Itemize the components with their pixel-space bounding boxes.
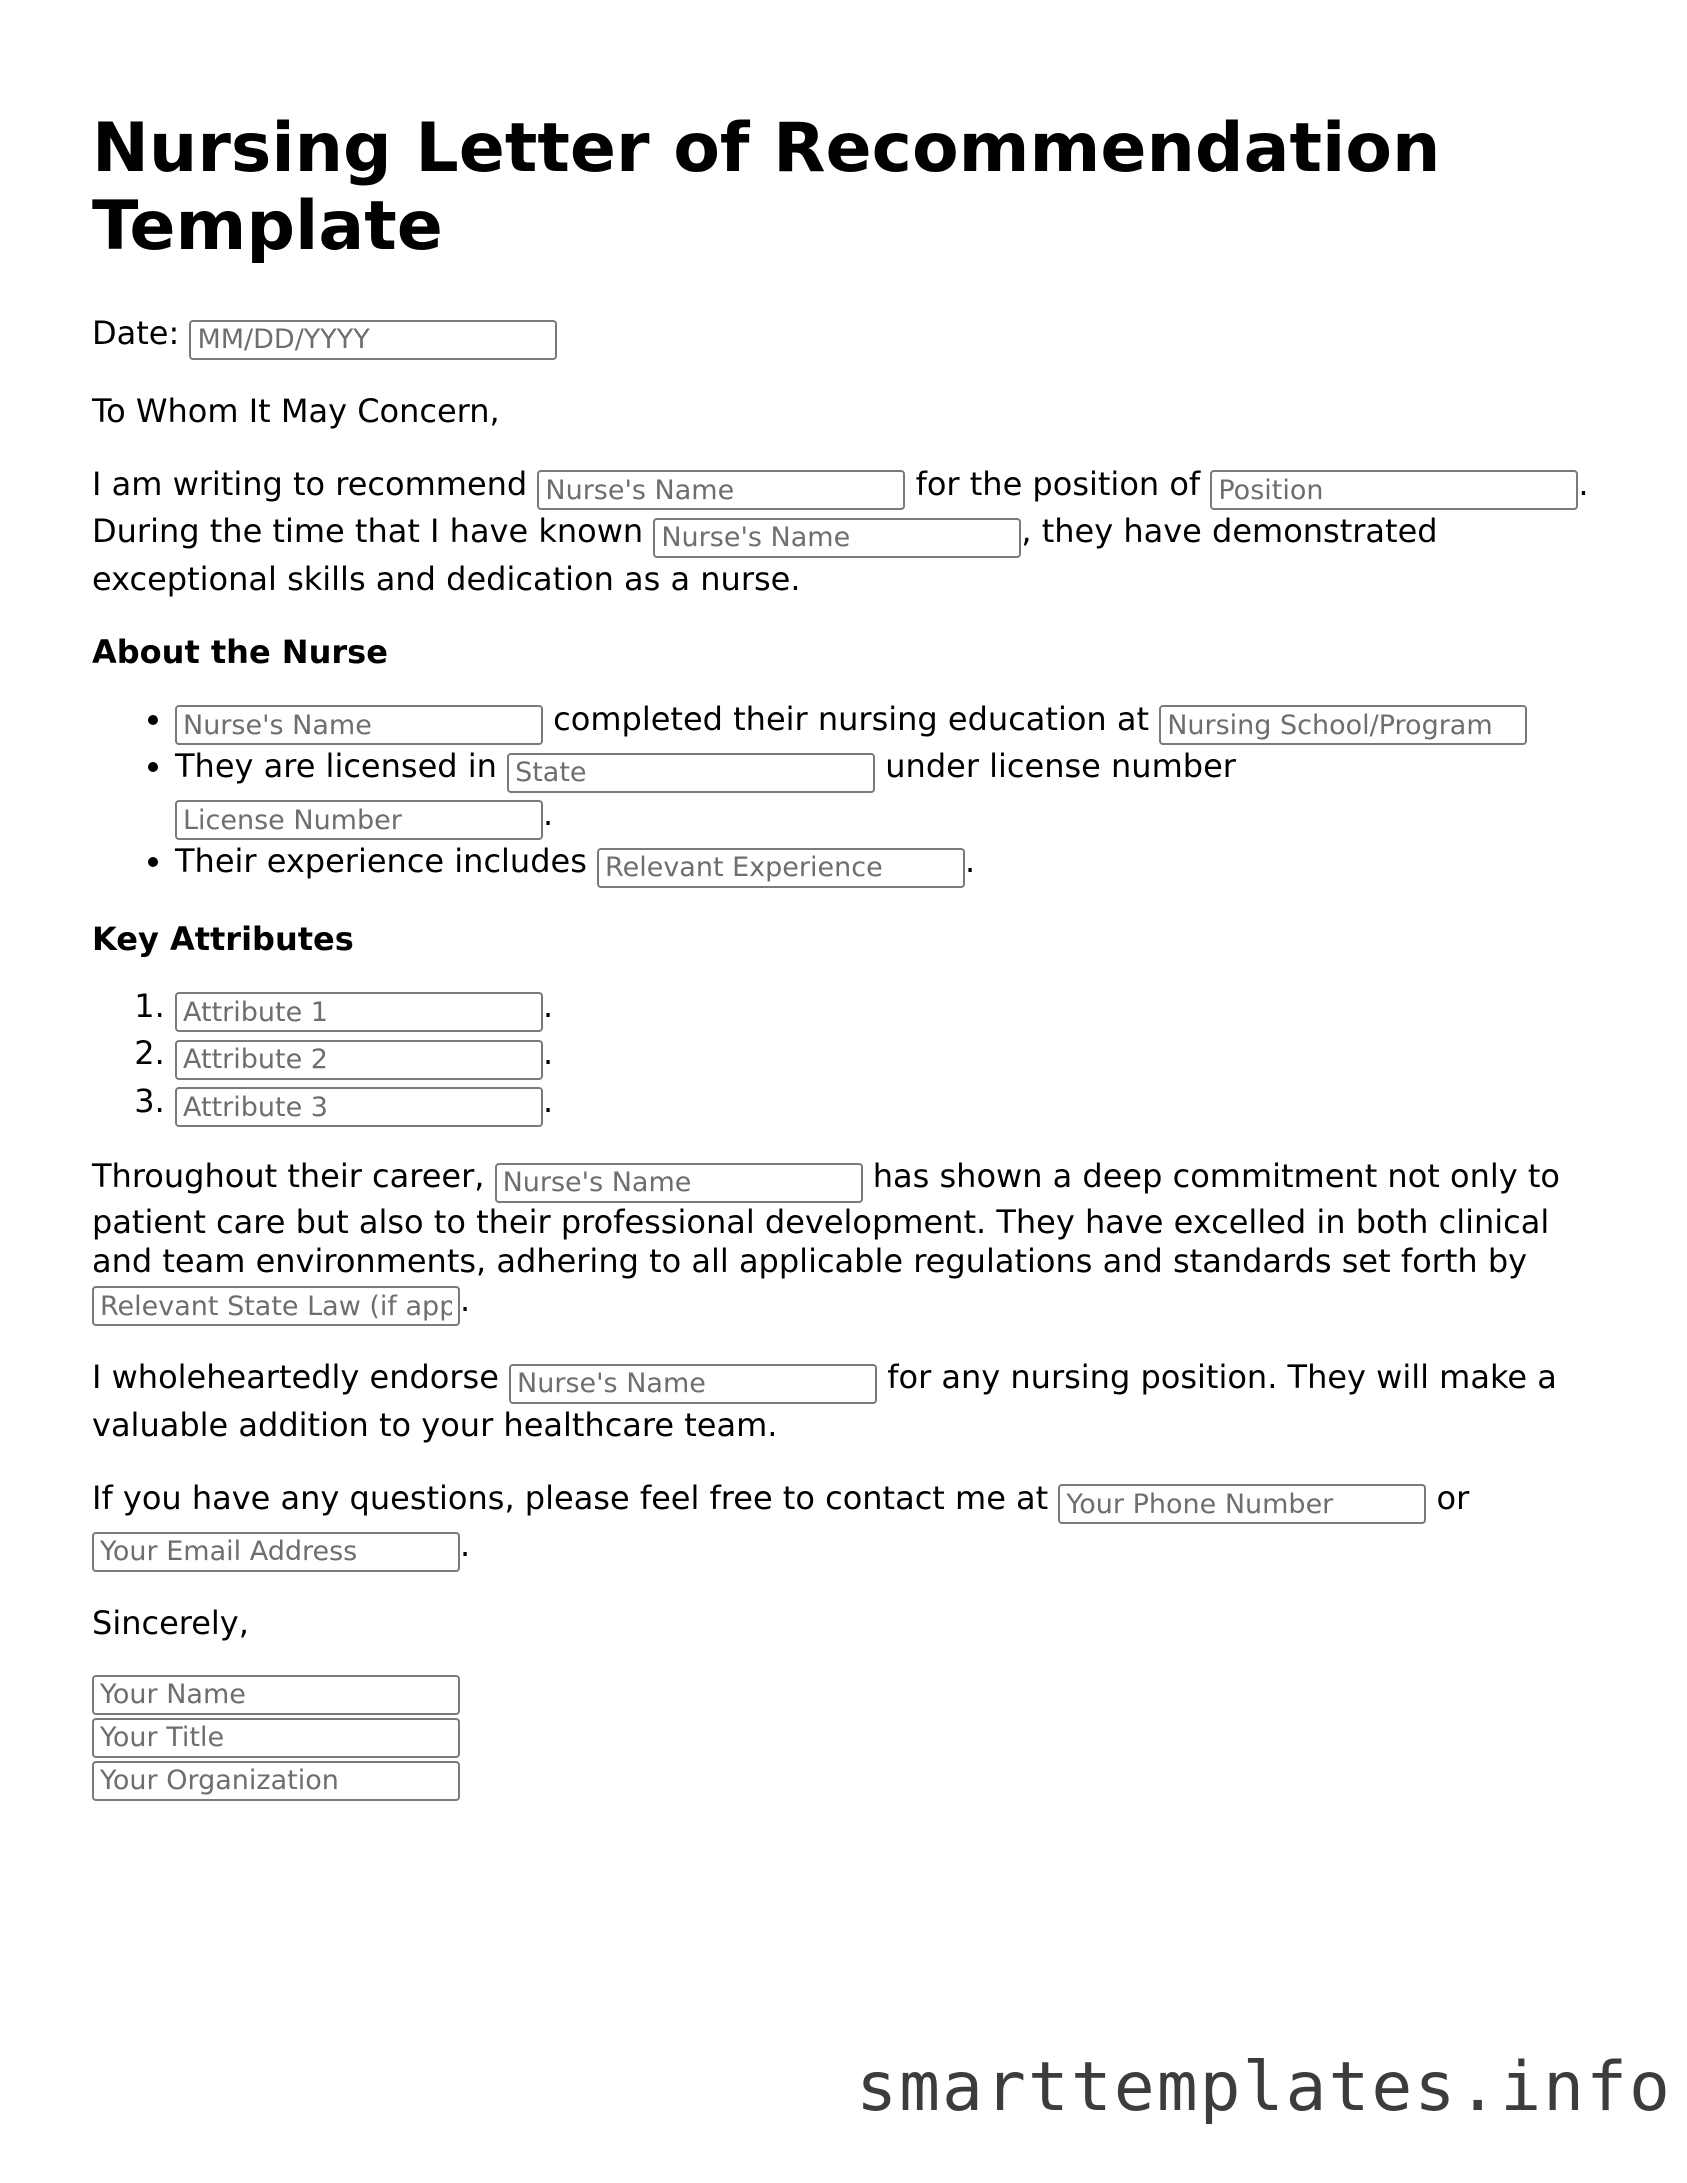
signature-block: [92, 1675, 1592, 1801]
license-end: .: [543, 794, 554, 833]
intro-text-2: for the position of: [915, 464, 1201, 503]
your-title-input[interactable]: [92, 1718, 460, 1758]
license-text-2: under license number: [885, 747, 1236, 785]
career-text-1: Throughout their career,: [92, 1157, 485, 1195]
attribute-1-input[interactable]: [175, 992, 543, 1032]
nurse-name-input-2[interactable]: [653, 518, 1021, 558]
attribute-end: .: [543, 1034, 554, 1072]
contact-paragraph: [92, 1477, 1592, 1572]
contact-end: .: [460, 1526, 471, 1564]
experience-text: Their experience includes: [175, 842, 587, 880]
your-organization-input[interactable]: [92, 1761, 460, 1801]
state-law-input[interactable]: [92, 1286, 460, 1326]
endorse-text-1: I wholeheartedly endorse: [92, 1358, 499, 1396]
about-item-experience: [175, 840, 1592, 888]
intro-paragraph: [92, 463, 1592, 601]
attributes-list: [92, 985, 1592, 1128]
license-text-1: They are licensed in: [175, 747, 497, 785]
career-text-2: has shown a deep commitment not only to patient care but also to their professional development. They have excelled in both clinical and team environments, adhering to all applicable regulations and standards set forth by: [92, 1157, 1560, 1280]
education-nurse-name-input[interactable]: [175, 705, 543, 745]
about-list: [92, 698, 1592, 888]
endorse-nurse-name-input[interactable]: [509, 1364, 877, 1404]
contact-text-2: or: [1436, 1478, 1470, 1517]
date-label: Date:: [92, 314, 180, 352]
endorse-text-2: for any nursing position. They will make a valuable addition to your healthcare team.: [92, 1358, 1557, 1444]
experience-end: .: [965, 842, 976, 880]
career-end: .: [460, 1280, 471, 1319]
nursing-school-input[interactable]: [1159, 705, 1527, 745]
career-paragraph: [92, 1157, 1592, 1326]
attribute-item: [175, 985, 1592, 1033]
about-item-education: [175, 698, 1592, 746]
intro-text-4: , they have demonstrated exceptional skills and dedication as a nurse.: [92, 512, 1438, 598]
email-input[interactable]: [92, 1532, 460, 1572]
state-input[interactable]: [507, 753, 875, 793]
attribute-3-input[interactable]: [175, 1087, 543, 1127]
watermark: smarttemplates.info: [856, 2048, 1672, 2127]
nurse-name-input[interactable]: [537, 470, 905, 510]
attribute-item: [175, 1032, 1592, 1080]
about-item-license: [175, 745, 1592, 840]
greeting: To Whom It May Concern,: [92, 391, 500, 430]
letter-page: [92, 110, 1592, 1804]
intro-text-1: I am writing to recommend: [92, 464, 528, 503]
position-input[interactable]: [1210, 470, 1578, 510]
attribute-2-input[interactable]: [175, 1040, 543, 1080]
attributes-heading: Key Attributes: [92, 919, 354, 958]
date-input[interactable]: [189, 320, 557, 360]
phone-input[interactable]: [1058, 1484, 1426, 1524]
endorse-paragraph: [92, 1356, 1592, 1447]
closing: Sincerely,: [92, 1603, 249, 1642]
attribute-item: [175, 1080, 1592, 1128]
license-number-input[interactable]: [175, 800, 543, 840]
attribute-end: .: [543, 986, 554, 1025]
date-line: [92, 312, 1592, 360]
your-name-input[interactable]: [92, 1675, 460, 1715]
contact-text-1: If you have any questions, please feel free to contact me at: [92, 1478, 1049, 1517]
intro-text-3: . During the time that I have known: [92, 464, 1589, 550]
page-title: Nursing Letter of Recommendation Template: [92, 109, 1441, 266]
education-text: completed their nursing education at: [553, 699, 1150, 738]
career-nurse-name-input[interactable]: [495, 1163, 863, 1203]
about-heading: About the Nurse: [92, 632, 388, 671]
attribute-end: .: [543, 1081, 554, 1120]
experience-input[interactable]: [597, 848, 965, 888]
